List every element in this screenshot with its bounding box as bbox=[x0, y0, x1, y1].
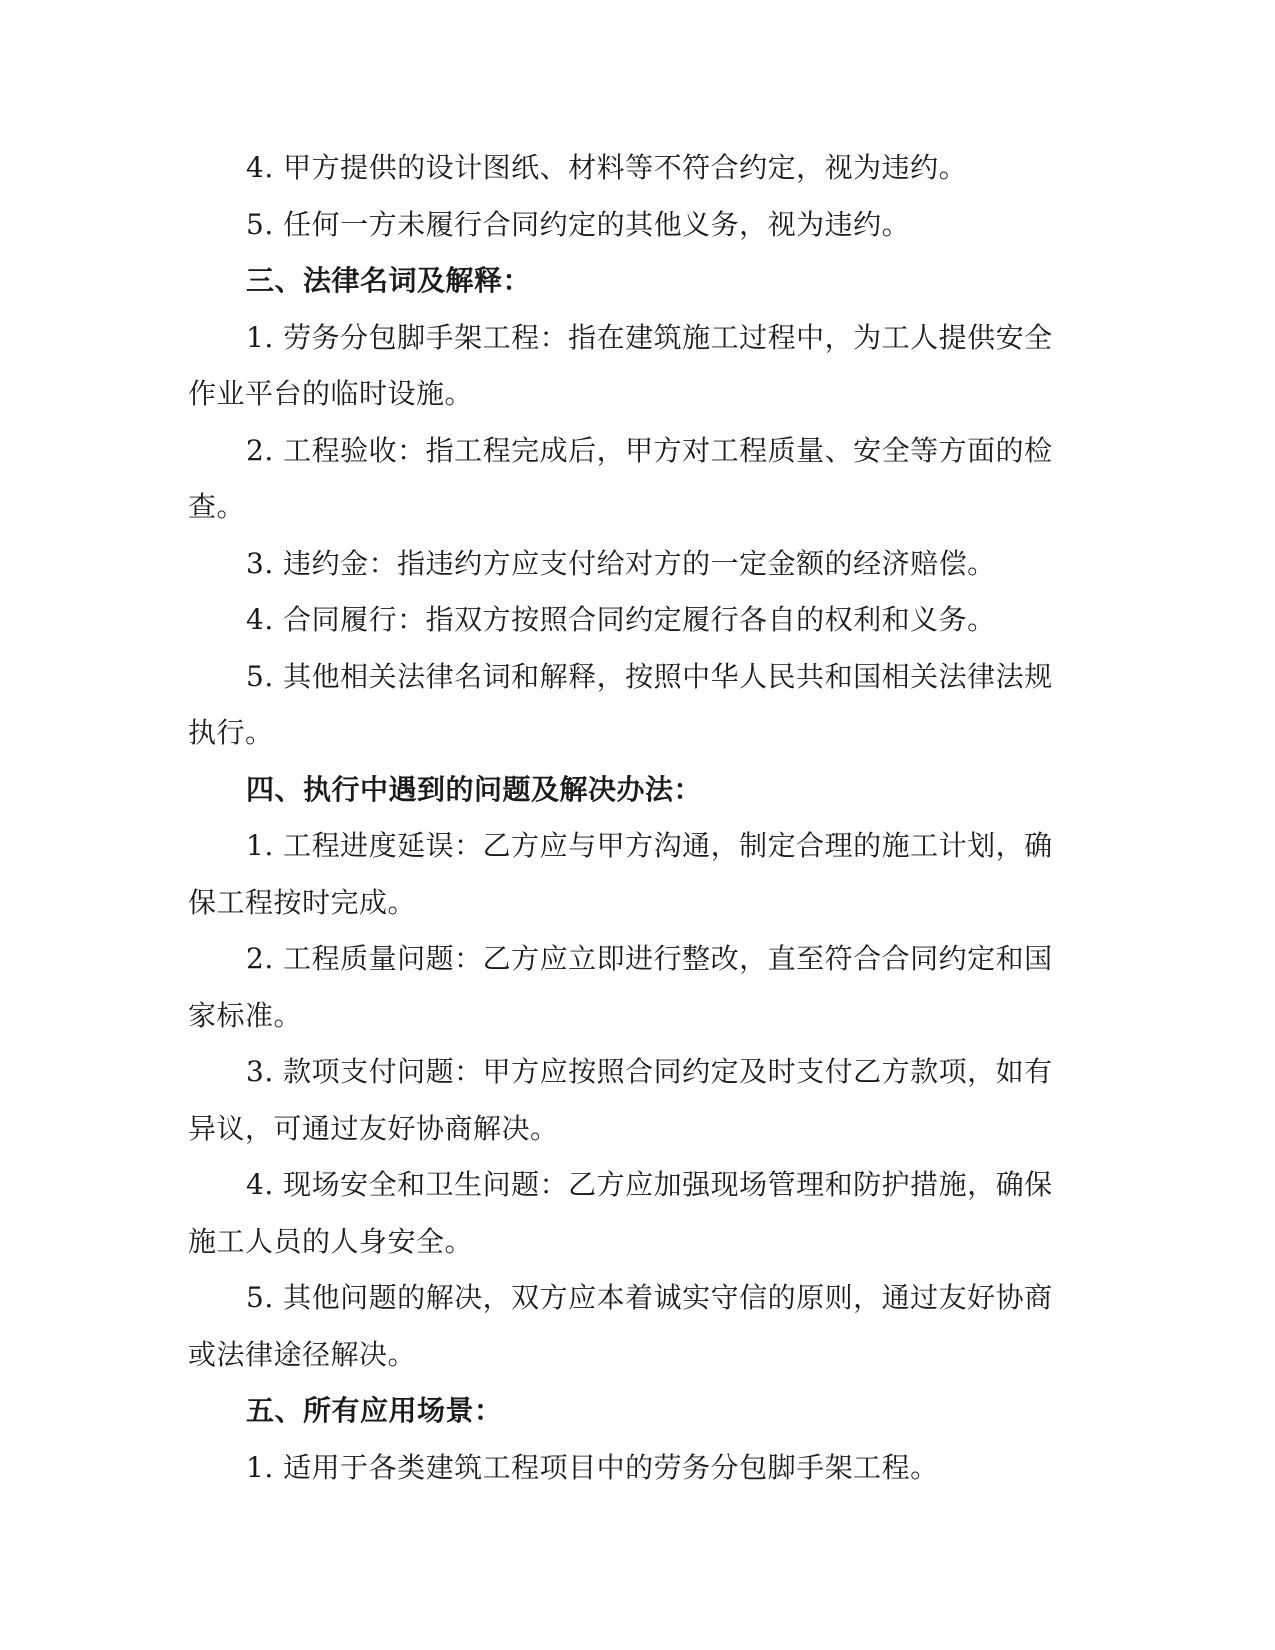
list-item-problem-2: 2. 工程质量问题：乙方应立即进行整改，直至符合合同约定和国 bbox=[246, 942, 1053, 975]
list-item-problem-4-cont: 施工人员的人身安全。 bbox=[188, 1224, 474, 1258]
list-item-term-1: 1. 劳务分包脚手架工程：指在建筑施工过程中，为工人提供安全 bbox=[246, 320, 1053, 354]
list-item-problem-1-cont: 保工程按时完成。 bbox=[188, 885, 417, 919]
list-item-term-4: 4. 合同履行：指双方按照合同约定履行各自的权利和义务。 bbox=[246, 603, 996, 636]
list-item-term-5-cont: 执行。 bbox=[188, 716, 274, 749]
section-heading-legal-terms: 三、法律名词及解释： bbox=[246, 264, 532, 297]
list-item-term-3: 3. 违约金：指违约方应支付给对方的一定金额的经济赔偿。 bbox=[246, 546, 996, 580]
section-heading-scenarios: 五、所有应用场景： bbox=[246, 1394, 503, 1427]
list-item-term-2: 2. 工程验收：指工程完成后，甲方对工程质量、安全等方面的检 bbox=[246, 433, 1053, 467]
list-item-scenario-1: 1. 适用于各类建筑工程项目中的劳务分包脚手架工程。 bbox=[246, 1450, 939, 1484]
list-item-breach-5: 5. 任何一方未履行合同约定的其他义务，视为违约。 bbox=[246, 207, 911, 241]
list-item-problem-2-cont: 家标准。 bbox=[188, 998, 303, 1032]
list-item-term-1-cont: 作业平台的临时设施。 bbox=[188, 377, 474, 410]
section-heading-problems: 四、执行中遇到的问题及解决办法： bbox=[246, 772, 703, 806]
list-item-term-2-cont: 查。 bbox=[188, 490, 246, 523]
list-item-problem-1: 1. 工程进度延误：乙方应与甲方沟通，制定合理的施工计划，确 bbox=[246, 829, 1053, 862]
list-item-term-5: 5. 其他相关法律名词和解释，按照中华人民共和国相关法律法规 bbox=[246, 659, 1053, 693]
list-item-problem-3: 3. 款项支付问题：甲方应按照合同约定及时支付乙方款项，如有 bbox=[246, 1055, 1053, 1088]
list-item-problem-3-cont: 异议，可通过友好协商解决。 bbox=[188, 1111, 559, 1145]
list-item-problem-5: 5. 其他问题的解决，双方应本着诚实守信的原则，通过友好协商 bbox=[246, 1281, 1053, 1314]
list-item-breach-4: 4. 甲方提供的设计图纸、材料等不符合约定，视为违约。 bbox=[246, 151, 968, 184]
document-page bbox=[188, 140, 1078, 1496]
list-item-problem-4: 4. 现场安全和卫生问题：乙方应加强现场管理和防护措施，确保 bbox=[246, 1168, 1053, 1201]
list-item-problem-5-cont: 或法律途径解决。 bbox=[188, 1337, 417, 1371]
